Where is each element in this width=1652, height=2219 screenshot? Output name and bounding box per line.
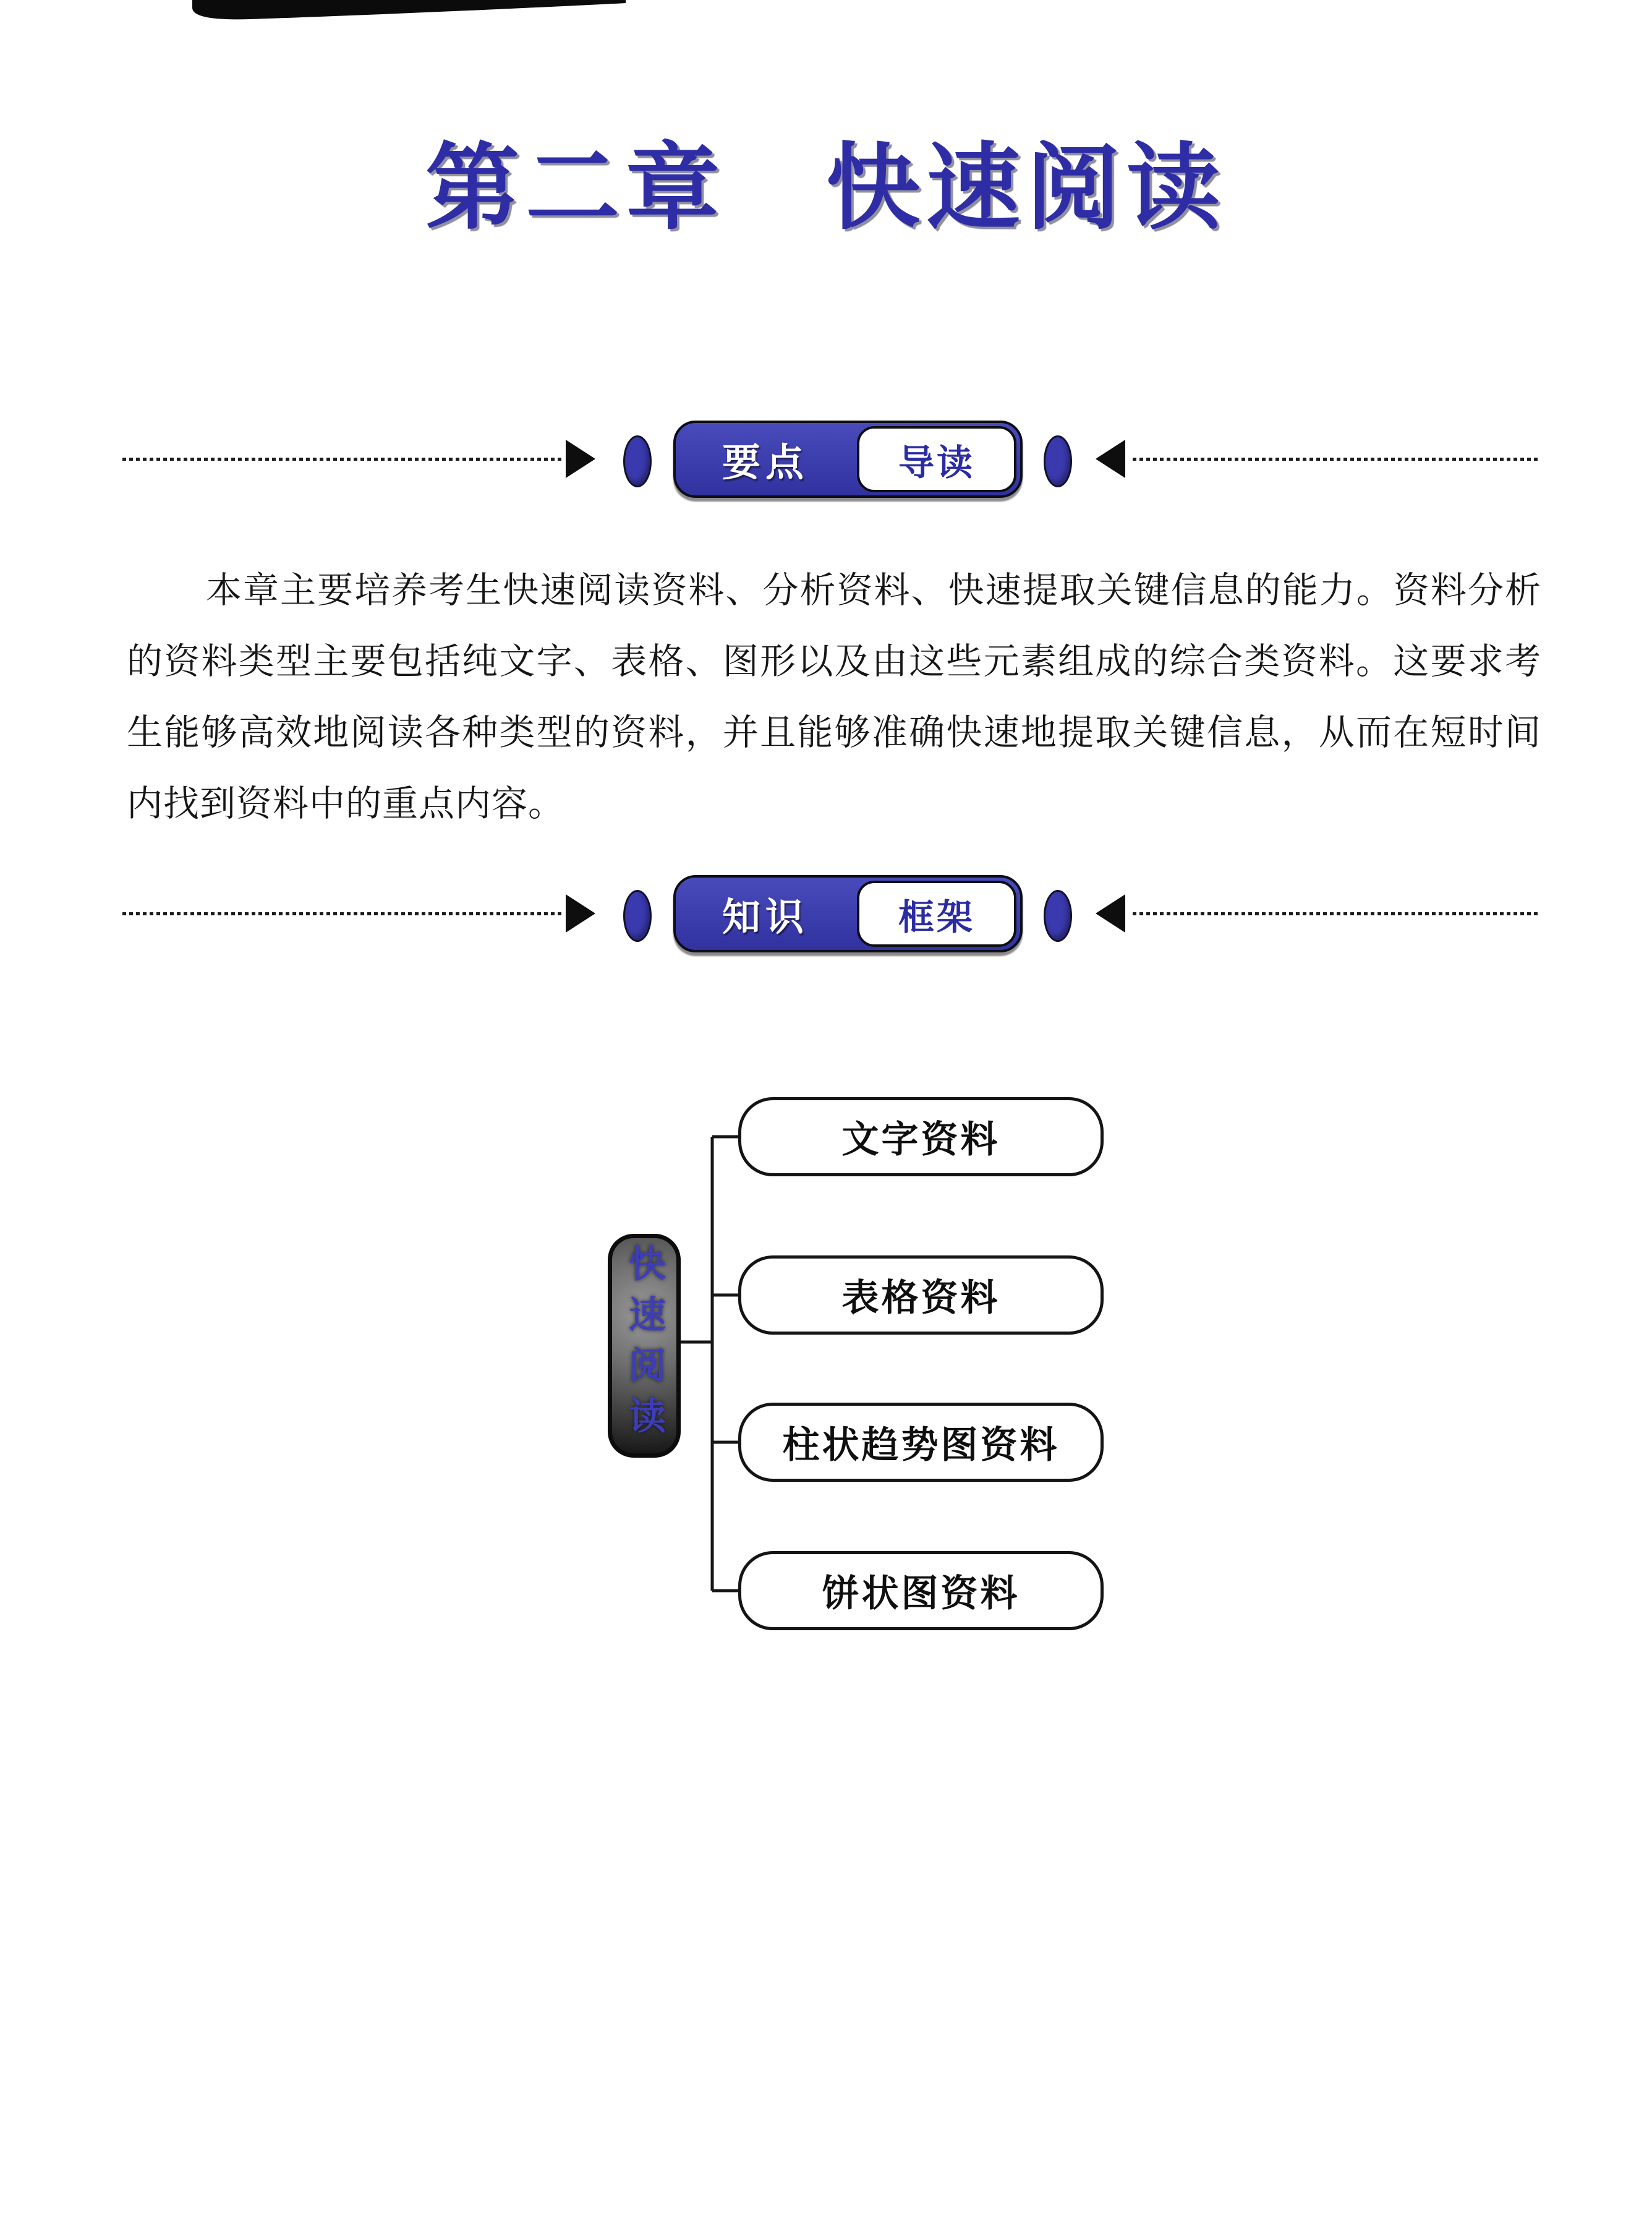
diagram-branch-label: 柱状趋势图资料	[782, 1424, 1060, 1466]
diagram-branch-label: 表格资料	[841, 1277, 1000, 1319]
badge-left-label: 知识	[722, 896, 809, 939]
badge-right-label: 导读	[898, 442, 975, 483]
diagram-branch-node	[738, 1551, 1104, 1630]
badge-left-label: 要点	[722, 442, 809, 484]
chapter-title: 第二章 快速阅读	[425, 137, 1227, 241]
diagram-root-label: 快速阅读	[624, 1244, 665, 1447]
diagram-branch-label: 饼状图资料	[822, 1573, 1020, 1614]
diagram-root-node	[608, 1234, 681, 1458]
badge-right-label: 框架	[898, 897, 975, 938]
intro-paragraph: 本章主要培养考生快速阅读资料、分析资料、快速提取关键信息的能力。资料分析的资料类型主要包括纯文字、表格、图形以及由这些元素组成的综合类资料。这要求考生能够高效地阅读各种类型的资料，并且能够准确快速地提取关键信息，从而在短时间内找到资料中的重点内容。	[127, 570, 1541, 824]
diagram-branch-node	[738, 1097, 1104, 1176]
diagram-branch-node	[738, 1255, 1104, 1335]
diagram-branch-node	[738, 1403, 1104, 1482]
diagram-branch-label: 文字资料	[841, 1119, 1000, 1160]
